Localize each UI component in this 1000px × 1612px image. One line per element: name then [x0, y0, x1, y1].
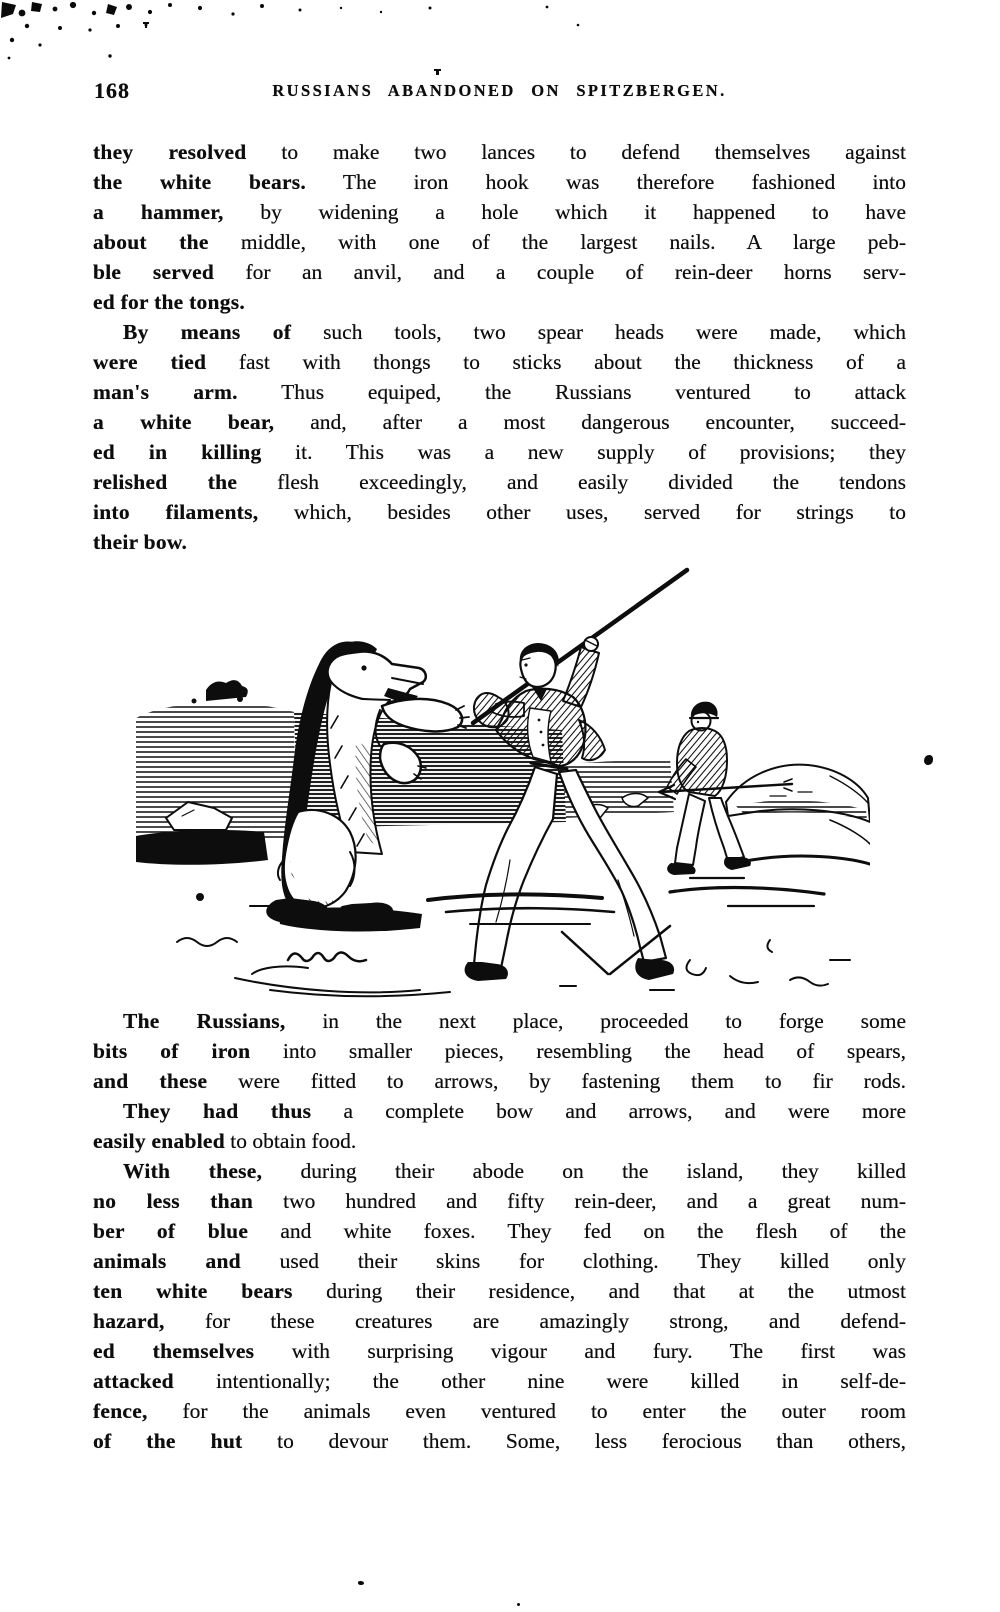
text-line: [93, 227, 906, 257]
regular-run: flesh exceedingly, and easily divided the tendons: [237, 470, 906, 494]
regular-run: during their abode on the island, they killed: [262, 1159, 906, 1183]
bold-run: man's arm.: [93, 380, 238, 404]
regular-run: Thus equiped, the Russians ventured to attack: [237, 380, 906, 404]
bold-run: By means of: [123, 320, 292, 344]
text-line: [93, 257, 906, 287]
regular-run: such tools, two spear heads were made, which: [291, 320, 906, 344]
bold-run: about the: [93, 230, 209, 254]
bold-run: ber of blue: [93, 1219, 249, 1243]
bold-run: ed in killing: [93, 440, 262, 464]
running-header: RUSSIANS ABANDONED ON SPITZBERGEN.: [272, 81, 727, 100]
bold-run: ed themselves: [93, 1339, 255, 1363]
bold-run: the white bears.: [93, 170, 306, 194]
regular-run: to make two lances to defend themselves against: [246, 140, 906, 164]
text-line: [93, 1006, 906, 1036]
text-line: [93, 1066, 906, 1096]
regular-run: middle, with one of the largest nails. A large peb-: [208, 230, 906, 254]
bold-run: of the hut: [93, 1429, 243, 1453]
ink-dot-bottom-edge: [517, 1603, 520, 1606]
bold-run: attacked: [93, 1369, 174, 1393]
regular-run: by widening a hole which it happened to have: [223, 200, 906, 224]
bold-run: animals and: [93, 1249, 241, 1273]
paragraph: [93, 1006, 906, 1096]
regular-run: for an anvil, and a couple of rein-deer horns serv-: [214, 260, 906, 284]
text-line: [93, 527, 906, 557]
text-line: [93, 1306, 906, 1336]
bold-run: a white bear,: [93, 410, 275, 434]
bold-run: no less than: [93, 1189, 254, 1213]
text-line: [93, 1426, 906, 1456]
text-line: [93, 1246, 906, 1276]
text-line: [93, 1036, 906, 1066]
text-line: [93, 167, 906, 197]
bold-run: ten white bears: [93, 1279, 293, 1303]
bold-run: were tied: [93, 350, 207, 374]
regular-run: with surprising vigour and fury. The first was: [254, 1339, 906, 1363]
text-line: [93, 1186, 906, 1216]
text-line: [93, 1156, 906, 1186]
text-line: [93, 377, 906, 407]
text-line: [93, 407, 906, 437]
regular-run: The iron hook was therefore fashioned into: [306, 170, 906, 194]
bold-run: into filaments,: [93, 500, 259, 524]
bold-run: easily enabled: [93, 1129, 225, 1153]
bold-run: they resolved: [93, 140, 247, 164]
bold-run: ble served: [93, 260, 215, 284]
text-line: [93, 1276, 906, 1306]
bold-run: fence,: [93, 1399, 148, 1423]
bold-run: relished the: [93, 470, 238, 494]
paragraph: [93, 1156, 906, 1456]
bold-run: With these,: [123, 1159, 263, 1183]
regular-run: a complete bow and arrows, and were more: [311, 1099, 906, 1123]
text-line: [93, 287, 906, 317]
text-line: [93, 1126, 906, 1156]
regular-run: it. This was a new supply of provisions; they: [261, 440, 906, 464]
page-number: 168: [94, 78, 130, 103]
text-line: [93, 1396, 906, 1426]
regular-run: and, after a most dangerous encounter, succeed-: [274, 410, 906, 434]
bold-run: hazard,: [93, 1309, 165, 1333]
bold-run: their bow.: [93, 530, 188, 554]
regular-run: into smaller pieces, resembling the head of spears,: [250, 1039, 906, 1063]
regular-run: to devour them. Some, less ferocious than others,: [242, 1429, 906, 1453]
text-line: [93, 1336, 906, 1366]
regular-run: used their skins for clothing. They killed only: [240, 1249, 906, 1273]
ink-dot-right-margin: [924, 755, 933, 765]
text-line: [93, 347, 906, 377]
bold-run: and these: [93, 1069, 208, 1093]
regular-run: two hundred and fifty rein-deer, and a great num-: [253, 1189, 906, 1213]
regular-run: for the animals even ventured to enter the outer room: [147, 1399, 906, 1423]
bold-run: bits of iron: [93, 1039, 251, 1063]
text-line: [93, 317, 906, 347]
bold-run: They had thus: [123, 1099, 312, 1123]
regular-run: fast with thongs to sticks about the thickness of a: [206, 350, 906, 374]
text-line: [93, 437, 906, 467]
ink-dot-bottom: [358, 1581, 364, 1585]
bold-run: The Russians,: [123, 1009, 286, 1033]
bold-run: a hammer,: [93, 200, 224, 224]
paragraph: [93, 317, 906, 557]
bold-run: ed for the tongs.: [93, 290, 245, 314]
regular-run: and white foxes. They fed on the flesh of the: [248, 1219, 906, 1243]
background-mound: [726, 765, 870, 844]
text-line: [93, 137, 906, 167]
text-line: [93, 467, 906, 497]
text-line: [93, 197, 906, 227]
paragraph: [93, 137, 906, 317]
regular-run: to obtain food.: [224, 1129, 357, 1153]
paragraph: [93, 1096, 906, 1156]
regular-run: in the next place, proceeded to forge some: [285, 1009, 906, 1033]
text-line: [93, 1096, 906, 1126]
text-line: [93, 1366, 906, 1396]
regular-run: were fitted to arrows, by fastening them to fir rods.: [207, 1069, 906, 1093]
illustration-bear-hunt: [130, 560, 870, 1000]
regular-run: intentionally; the other nine were killed in self-de-: [173, 1369, 906, 1393]
regular-run: for these creatures are amazingly strong, and defend-: [164, 1309, 906, 1333]
text-line: [93, 1216, 906, 1246]
regular-run: which, besides other uses, served for strings to: [258, 500, 906, 524]
regular-run: during their residence, and that at the utmost: [292, 1279, 906, 1303]
text-line: [93, 497, 906, 527]
